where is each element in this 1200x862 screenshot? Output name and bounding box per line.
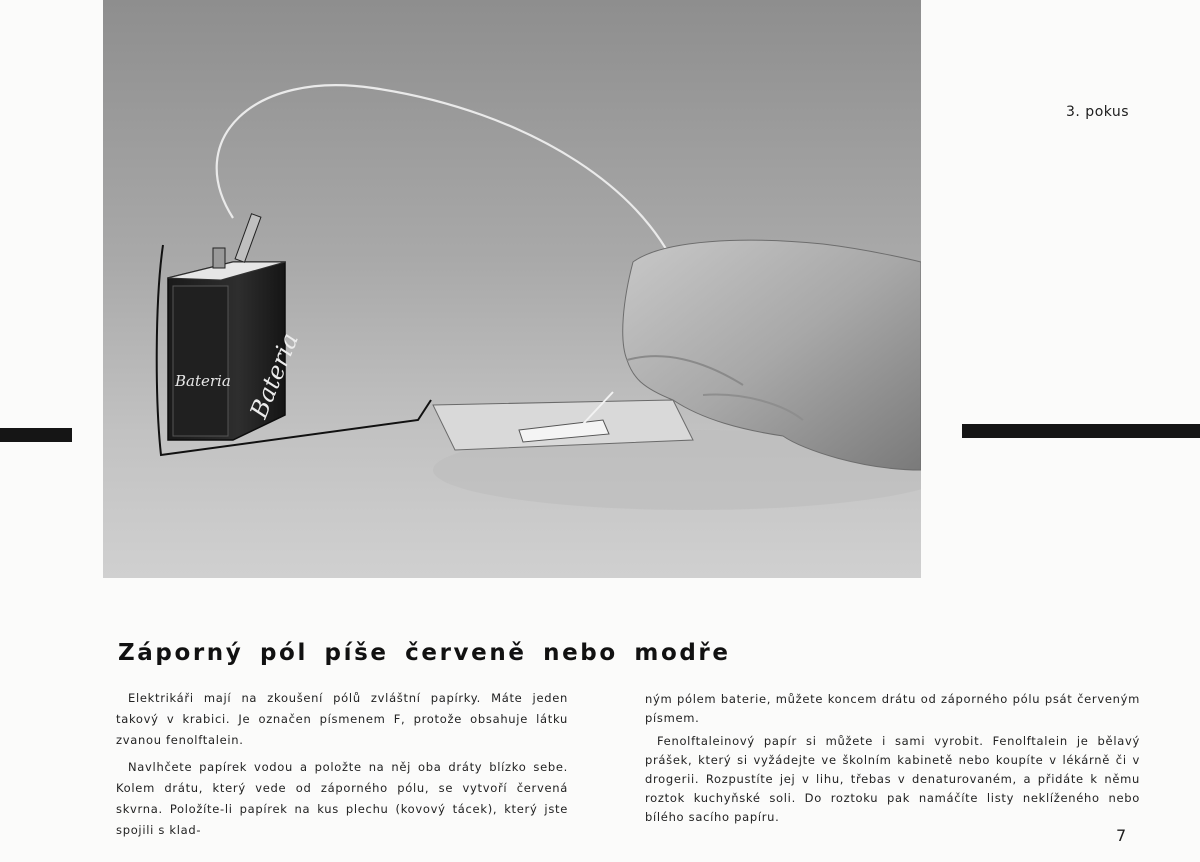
paragraph: Navlhčete papírek vodou a položte na něj oba dráty blízko sebe. Kolem drátu, který vede od záporného pólu, se vytvoří červená skvrna. Položíte-li papírek na kus plechu (kovový tácek), který jste spojili s klad- [116,760,568,837]
wire [217,85,689,305]
experiment-illustration [103,0,921,578]
margin-bar-right [962,424,1200,438]
paragraph: Elektrikáři mají na zkoušení pólů zvláštní papírky. Máte jeden takový v krabici. Je označen písmenem F, protože obsahuje látku zvanou fenolftalein. [116,691,568,747]
battery-side-label: Bateria [244,329,304,423]
article-heading: Záporný pól píše červeně nebo modře [118,640,731,666]
paragraph: Fenolftaleinový papír si můžete i sami vyrobit. Fenolftalein je bělavý prášek, který si vyžádejte ve školním kabinetě nebo koupíte v lékárně či v drogerii. Rozpustíte jej v lihu, třebas v denaturovaném, a přidáte k němu roztok kuchyňské soli. Do roztoku pak namáčíte listy neklíženého nebo bílého sacího papíru. [645,734,1140,824]
battery-label: Bateria [175,372,231,390]
paragraph: ným pólem baterie, můžete koncem drátu od záporného pólu psát červeným písmem. [645,692,1140,725]
right-column [645,690,1140,831]
margin-bar-left [0,428,72,442]
battery [168,214,304,440]
experiment-label: 3. pokus [1066,104,1130,120]
left-column [116,688,568,847]
page-number: 7 [1116,826,1127,845]
experiment-photo [103,0,921,578]
